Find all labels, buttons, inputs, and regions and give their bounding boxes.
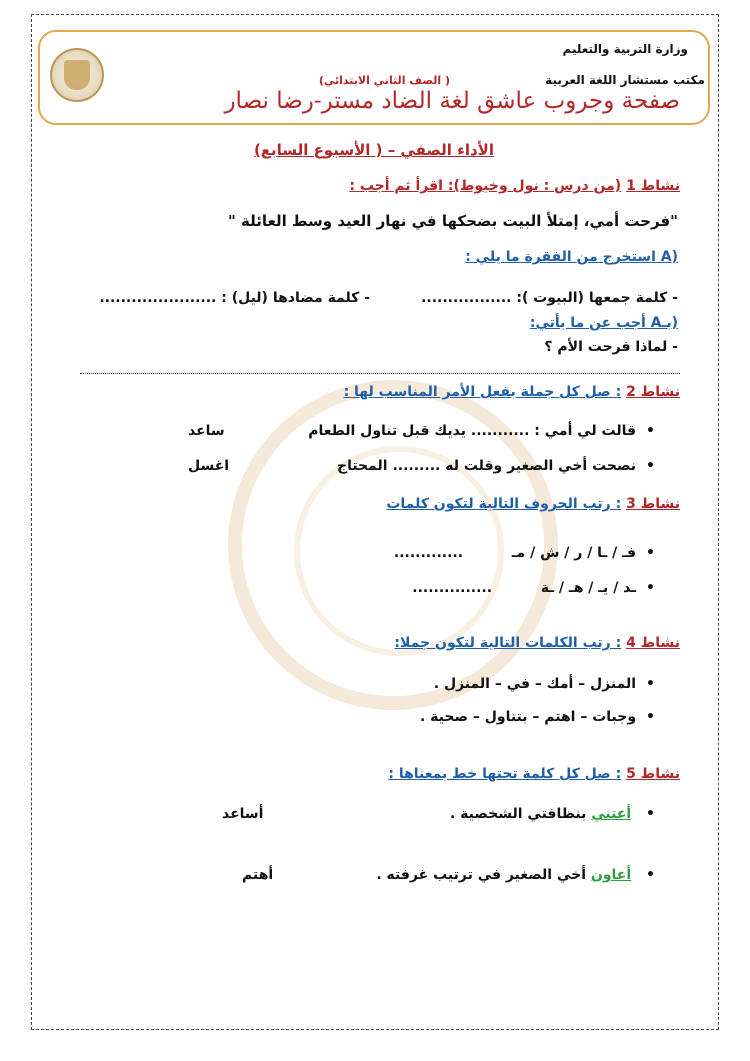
page-title: صفحة وجروب عاشق لغة الضاد مستر-رضا نصار — [224, 88, 680, 114]
separator-line — [80, 373, 680, 374]
activity-5-header — [388, 766, 680, 782]
activity-1-number: نشاط 1 — [626, 178, 680, 194]
activity-3-header — [386, 496, 680, 512]
activity-4-item-1: • المنزل – أمك – في – المنزل . — [434, 676, 655, 692]
activity-2-item-2: • نصحت أخي الصغير وقلت له ......... المحتاج — [337, 458, 655, 474]
activity-1-question-why: - لماذا فرحت الأم ؟ — [544, 339, 678, 355]
section-title: الأداء الصفي – ( الأسبوع السابع) — [253, 141, 494, 159]
activity-3-item-2: • ـد / يـ / هـ / ـة ............... — [412, 580, 655, 596]
activity-1-question-antonym: - كلمة مضادها (ليل) : ...................... — [99, 290, 370, 306]
activity-5-item-1 — [450, 806, 655, 822]
activity-2-instruction: : صل كل جملة بفعل الأمر المناسب لها : — [343, 384, 622, 400]
activity-1-header — [349, 178, 680, 194]
office-name: مكتب مستشار اللغة العربية — [545, 73, 705, 87]
ministry-name: وزارة التربية والتعليم — [562, 42, 688, 56]
activity-5-word-2: أعاون — [590, 867, 632, 883]
activity-5-rest-2: أخي الصغير في ترتيب غرفته . — [376, 867, 591, 883]
activity-1-instruction: (من درس : نول وخيوط): اقرأ ثم أجب : — [349, 178, 622, 194]
activity-2-option-2: اغسل — [188, 458, 230, 474]
activity-2-header — [344, 384, 680, 400]
activity-5-instruction: : صل كل كلمة تحتها خط بمعناها : — [388, 766, 622, 782]
activity-1-part-b: (بـA أجب عن ما يأتي: — [529, 315, 678, 331]
activity-1-passage: "فرحت أمي، إمتلأ البيت بضحكها في نهار العيد وسط العائلة " — [227, 212, 678, 230]
activity-3-instruction: : رتب الحروف التالية لتكون كلمات — [386, 496, 622, 512]
activity-3-item-1: • فـ / ـا / ر / ش / مـ ............. — [394, 545, 655, 561]
grade-label: ( الصف الثاني الابتدائي) — [318, 74, 450, 87]
activity-2-option-1: ساعد — [188, 423, 225, 439]
activity-5-option-1: أساعد — [222, 806, 264, 822]
ministry-logo-icon — [50, 48, 104, 102]
activity-2-number: نشاط 2 — [626, 384, 680, 400]
activity-2-item-1: • قالت لي أمي : ........... يديك قبل تناول الطعام — [308, 423, 655, 439]
activity-5-word-1: أعتني — [591, 806, 632, 822]
activity-5-item-2 — [376, 867, 655, 883]
activity-3-number: نشاط 3 — [626, 496, 680, 512]
activity-4-header — [394, 635, 680, 651]
activity-5-option-2: أهتم — [242, 867, 274, 883]
activity-5-number: نشاط 5 — [626, 766, 680, 782]
activity-5-rest-1: بنظافتي الشخصية . — [449, 806, 592, 822]
activity-4-number: نشاط 4 — [626, 635, 680, 651]
activity-4-instruction: : رتب الكلمات التالية لتكون جملا: — [394, 635, 622, 651]
activity-4-item-2: • وجبات – اهتم – بتناول – صحية . — [420, 709, 655, 725]
activity-1-part-a: (A استخرج من الفقرة ما يلي : — [465, 249, 678, 265]
activity-1-question-plural: - كلمة جمعها (البيوت ): ................. — [421, 290, 678, 306]
